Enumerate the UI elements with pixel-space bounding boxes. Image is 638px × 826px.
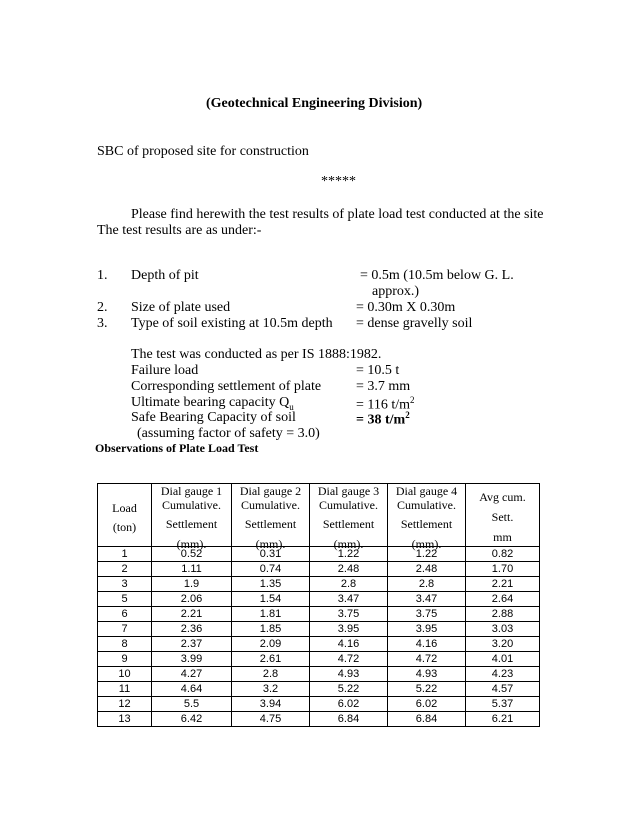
- load-cell: 8: [98, 637, 152, 652]
- gauge3-cell: 4.16: [310, 637, 388, 652]
- gauge1-cell: 1.11: [152, 562, 232, 577]
- avg-settlement-cell: 5.37: [466, 697, 540, 712]
- gauge2-cell: 3.2: [232, 682, 310, 697]
- item-label: Depth of pit: [131, 268, 199, 283]
- gauge2-cell: 1.81: [232, 607, 310, 622]
- gauge1-cell: 2.06: [152, 592, 232, 607]
- avg-settlement-header: Avg cum. Sett. mm: [466, 484, 540, 547]
- gauge1-cell: 4.64: [152, 682, 232, 697]
- table-row: [98, 592, 540, 607]
- avg-settlement-cell: 3.03: [466, 622, 540, 637]
- table-row: [98, 562, 540, 577]
- item-label: Size of plate used: [131, 300, 231, 315]
- gauge2-cell: 0.74: [232, 562, 310, 577]
- load-cell: 5: [98, 592, 152, 607]
- gauge1-cell: 5.5: [152, 697, 232, 712]
- separator-stars: *****: [321, 174, 356, 189]
- table-row: [98, 682, 540, 697]
- table-row: [98, 667, 540, 682]
- load-cell: 7: [98, 622, 152, 637]
- gauge4-cell: 3.47: [388, 592, 466, 607]
- division-heading: (Geotechnical Engineering Division): [206, 96, 423, 111]
- result-value: = 3.7 mm: [356, 379, 411, 394]
- gauge-header: Dial gauge 1 Cumulative. Settlement (mm).: [152, 484, 232, 547]
- load-cell: 10: [98, 667, 152, 682]
- load-cell: 3: [98, 577, 152, 592]
- avg-settlement-cell: 2.64: [466, 592, 540, 607]
- gauge2-cell: 4.75: [232, 712, 310, 727]
- avg-settlement-cell: 6.21: [466, 712, 540, 727]
- gauge1-cell: 2.21: [152, 607, 232, 622]
- gauge2-cell: 2.09: [232, 637, 310, 652]
- gauge2-cell: 2.61: [232, 652, 310, 667]
- table-row: [98, 607, 540, 622]
- item-value: = 0.5m (10.5m below G. L.: [360, 268, 514, 283]
- intro-line-1: Please find herewith the test results of plate load test conducted at the site: [131, 207, 544, 222]
- table-header-row: [98, 484, 540, 547]
- item-number: 1.: [97, 268, 108, 283]
- gauge4-cell: 4.16: [388, 637, 466, 652]
- gauge1-cell: 6.42: [152, 712, 232, 727]
- gauge-header: Dial gauge 4 Cumulative. Settlement (mm).: [388, 484, 466, 547]
- table-row: [98, 652, 540, 667]
- avg-settlement-cell: 4.57: [466, 682, 540, 697]
- load-cell: 6: [98, 607, 152, 622]
- gauge3-cell: 2.8: [310, 577, 388, 592]
- item-number: 3.: [97, 316, 108, 331]
- result-label: Safe Bearing Capacity of soil: [131, 410, 296, 425]
- observations-table: [97, 483, 540, 727]
- gauge4-cell: 4.93: [388, 667, 466, 682]
- item-value: = 0.30m X 0.30m: [356, 300, 456, 315]
- gauge3-cell: 4.93: [310, 667, 388, 682]
- table-row: [98, 577, 540, 592]
- gauge3-cell: 6.84: [310, 712, 388, 727]
- load-cell: 12: [98, 697, 152, 712]
- result-label: Ultimate bearing capacity $Q_u$: [131, 395, 294, 412]
- table-title: Observations of Plate Load Test: [95, 441, 259, 455]
- gauge3-cell: 4.72: [310, 652, 388, 667]
- gauge1-cell: 2.37: [152, 637, 232, 652]
- avg-settlement-cell: 1.70: [466, 562, 540, 577]
- gauge4-cell: 6.02: [388, 697, 466, 712]
- gauge2-cell: 1.85: [232, 622, 310, 637]
- gauge1-cell: 3.99: [152, 652, 232, 667]
- gauge3-cell: 6.02: [310, 697, 388, 712]
- avg-settlement-cell: 0.82: [466, 547, 540, 562]
- load-cell: 2: [98, 562, 152, 577]
- result-label: Corresponding settlement of plate: [131, 379, 322, 394]
- gauge2-cell: 3.94: [232, 697, 310, 712]
- test-standard: The test was conducted as per IS 1888:1982.: [131, 347, 382, 362]
- gauge3-cell: 3.47: [310, 592, 388, 607]
- gauge2-cell: 1.54: [232, 592, 310, 607]
- gauge3-cell: 3.75: [310, 607, 388, 622]
- gauge2-cell: 2.8: [232, 667, 310, 682]
- result-label: Failure load: [131, 363, 199, 378]
- gauge1-cell: 2.36: [152, 622, 232, 637]
- table-row: [98, 637, 540, 652]
- table-row: [98, 712, 540, 727]
- gauge-header: Dial gauge 3 Cumulative. Settlement (mm).: [310, 484, 388, 547]
- gauge4-cell: 3.75: [388, 607, 466, 622]
- load-cell: 9: [98, 652, 152, 667]
- table-row: [98, 622, 540, 637]
- safety-factor-note: (assuming factor of safety = 3.0): [137, 426, 320, 441]
- avg-settlement-cell: 4.01: [466, 652, 540, 667]
- table-row: [98, 697, 540, 712]
- item-value: = dense gravelly soil: [356, 316, 473, 331]
- gauge1-cell: 1.9: [152, 577, 232, 592]
- gauge4-cell: 3.95: [388, 622, 466, 637]
- subject-line: SBC of proposed site for construction: [97, 144, 309, 159]
- gauge3-cell: 5.22: [310, 682, 388, 697]
- gauge2-cell: 0.31: [232, 547, 310, 562]
- load-cell: 13: [98, 712, 152, 727]
- load-cell: 11: [98, 682, 152, 697]
- item-number: 2.: [97, 300, 108, 315]
- load-header: Load (ton): [98, 484, 152, 547]
- load-cell: 1: [98, 547, 152, 562]
- intro-line-2: The test results are as under:-: [97, 223, 262, 238]
- item-label: Type of soil existing at 10.5m depth: [131, 316, 333, 331]
- gauge4-cell: 2.8: [388, 577, 466, 592]
- safe-bearing-capacity-value: = 38 $t/m^2$: [356, 410, 410, 428]
- avg-settlement-cell: 2.88: [466, 607, 540, 622]
- gauge-header: Dial gauge 2 Cumulative. Settlement (mm).: [232, 484, 310, 547]
- gauge1-cell: 4.27: [152, 667, 232, 682]
- avg-settlement-cell: 3.20: [466, 637, 540, 652]
- gauge3-cell: 1.22: [310, 547, 388, 562]
- gauge4-cell: 1.22: [388, 547, 466, 562]
- gauge1-cell: 0.52: [152, 547, 232, 562]
- gauge3-cell: 2.48: [310, 562, 388, 577]
- gauge4-cell: 6.84: [388, 712, 466, 727]
- result-value: = 116 $t/m^2$: [356, 395, 415, 413]
- gauge4-cell: 4.72: [388, 652, 466, 667]
- gauge4-cell: 2.48: [388, 562, 466, 577]
- item-value-continued: approx.): [372, 284, 420, 299]
- gauge3-cell: 3.95: [310, 622, 388, 637]
- gauge2-cell: 1.35: [232, 577, 310, 592]
- avg-settlement-cell: 4.23: [466, 667, 540, 682]
- result-value: = 10.5 t: [356, 363, 400, 378]
- avg-settlement-cell: 2.21: [466, 577, 540, 592]
- gauge4-cell: 5.22: [388, 682, 466, 697]
